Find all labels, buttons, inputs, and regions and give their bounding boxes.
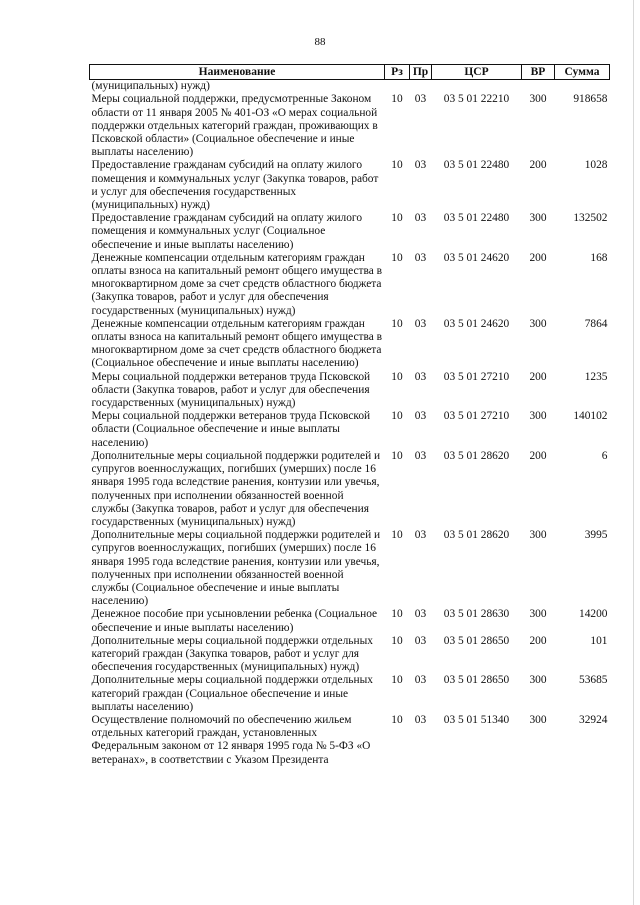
table-row: [90, 212, 610, 252]
cell-rz: 10: [391, 529, 403, 542]
cell-pr: 03: [414, 212, 427, 225]
cell-csr: 03 5 01 28650: [443, 634, 510, 647]
cell-vr: 300: [529, 674, 547, 687]
cell-sum: 7864: [584, 317, 608, 330]
cell-sum: 3995: [584, 529, 608, 542]
cell-name: Денежные компенсации отдельным категориям граждан оплаты взноса на капитальный ремонт общего имущества в многоквартирном доме за счет средств областного бюджета (Закупка товаров, работ и услуг для обеспечения государственных (муниципальных) нужд): [91, 251, 383, 317]
cell-vr: 200: [529, 634, 547, 647]
cell-vr: 300: [529, 410, 547, 423]
table-row: [90, 714, 610, 767]
cell-name: Денежные компенсации отдельным категориям граждан оплаты взноса на капитальный ремонт общего имущества в многоквартирном доме за счет средств областного бюджета (Социальное обеспечение и иные выплаты населению): [91, 317, 383, 370]
header-sum: Сумма: [555, 65, 610, 80]
cell-rz: 10: [391, 410, 403, 423]
cell-sum: 140102: [573, 410, 608, 423]
cell-name: Меры социальной поддержки, предусмотренные Законом области от 11 января 2005 № 401-ОЗ «О мерах социальной поддержки отдельных категорий граждан, проживающих в Псковской области» (Социальное обеспечение и иные выплаты населению): [91, 93, 378, 159]
cell-vr: 200: [529, 159, 547, 172]
cell-rz: 10: [391, 674, 403, 687]
cell-csr: 03 5 01 22480: [443, 159, 510, 172]
cell-sum: 101: [590, 634, 608, 647]
cell-sum: 14200: [579, 608, 608, 621]
cell-vr: 300: [529, 93, 547, 106]
page-number: 88: [314, 36, 326, 48]
table-row: [90, 371, 610, 411]
cell-csr: 03 5 01 28620: [443, 529, 510, 542]
cell-csr: 03 5 01 27210: [443, 410, 510, 423]
cell-name: Меры социальной поддержки ветеранов труда Псковской области (Закупка товаров, работ и услуг для обеспечения государственных (муниципальных) нужд): [91, 370, 371, 410]
cell-rz: 10: [391, 212, 403, 225]
cell-csr: 03 5 01 22210: [443, 93, 510, 106]
cell-vr: 200: [529, 370, 547, 383]
cell-csr: 03 5 01 28650: [443, 674, 510, 687]
cell-rz: 10: [391, 93, 403, 106]
cell-csr: 03 5 01 28620: [443, 449, 510, 462]
table-row: [90, 252, 610, 318]
cell-vr: 200: [529, 251, 547, 264]
cell-pr: 03: [414, 317, 427, 330]
cell-vr: 300: [529, 713, 547, 726]
cell-vr: 300: [529, 608, 547, 621]
cell-pr: 03: [414, 529, 427, 542]
cell-pr: 03: [414, 713, 427, 726]
table-row: [90, 318, 610, 371]
cell-sum: 1235: [584, 370, 608, 383]
cell-pr: 03: [414, 370, 427, 383]
cell-sum: 168: [590, 251, 608, 264]
table-row: [90, 93, 610, 159]
cell-pr: 03: [414, 251, 427, 264]
cell-pr: 03: [414, 608, 427, 621]
table-row: [90, 529, 610, 608]
cell-rz: 10: [391, 251, 403, 264]
cell-pr: 03: [414, 674, 427, 687]
cell-rz: 10: [391, 608, 403, 621]
table-row: [90, 635, 610, 675]
table-row: [90, 608, 610, 634]
table-row: [90, 450, 610, 529]
cell-name: Денежное пособие при усыновлении ребенка (Социальное обеспечение и иные выплаты населению): [91, 608, 378, 634]
header-csr: ЦСР: [432, 65, 522, 80]
cell-csr: 03 5 01 24620: [443, 251, 510, 264]
header-vr: ВР: [522, 65, 555, 80]
continuation-text: (муниципальных) нужд): [91, 80, 210, 93]
cell-name: Меры социальной поддержки ветеранов труда Псковской области (Социальное обеспечение и иные выплаты населению): [91, 410, 371, 449]
cell-sum: 6: [601, 449, 608, 462]
cell-csr: 03 5 01 51340: [443, 713, 510, 726]
cell-csr: 03 5 01 24620: [443, 317, 510, 330]
continuation-row: [90, 80, 610, 94]
cell-sum: 918658: [573, 93, 608, 106]
cell-sum: 132502: [573, 212, 608, 225]
cell-sum: 32924: [579, 713, 608, 726]
cell-pr: 03: [414, 449, 427, 462]
scan-edge-line: [633, 0, 634, 905]
cell-sum: 53685: [579, 674, 608, 687]
cell-vr: 300: [529, 212, 547, 225]
cell-vr: 300: [529, 529, 547, 542]
cell-pr: 03: [414, 410, 427, 423]
cell-vr: 300: [529, 317, 547, 330]
table-header-row: [90, 65, 610, 80]
cell-rz: 10: [391, 317, 403, 330]
cell-pr: 03: [414, 93, 427, 106]
cell-vr: 200: [529, 449, 547, 462]
cell-rz: 10: [391, 449, 403, 462]
budget-table: [89, 64, 610, 767]
cell-rz: 10: [391, 159, 403, 172]
cell-rz: 10: [391, 713, 403, 726]
header-rz: Рз: [385, 65, 410, 80]
cell-name: Дополнительные меры социальной поддержки родителей и супругов военнослужащих, погибших (умерших) после 16 января 1995 года вследствие ранения, контузии или увечья, полученных при исполнении обязанностей военной службы (Закупка товаров, работ и услуг для обеспечения государственных (муниципальных) нужд): [91, 449, 381, 528]
table-row: [90, 674, 610, 714]
header-name: Наименование: [90, 65, 385, 80]
cell-name: Осуществление полномочий по обеспечению жильем отдельных категорий граждан, установленных Федеральным законом от 12 января 1995 года № 5-ФЗ «О ветеранах», в соответствии с Указом Президента: [91, 713, 371, 766]
cell-name: Дополнительные меры социальной поддержки отдельных категорий граждан (Закупка товаров, работ и услуг для обеспечения государственных (муниципальных) нужд): [91, 634, 373, 674]
header-pr: Пр: [410, 65, 432, 80]
cell-csr: 03 5 01 28630: [443, 608, 510, 621]
cell-rz: 10: [391, 370, 403, 383]
cell-pr: 03: [414, 634, 427, 647]
cell-pr: 03: [414, 159, 427, 172]
cell-csr: 03 5 01 27210: [443, 370, 510, 383]
table-row: [90, 410, 610, 450]
cell-name: Дополнительные меры социальной поддержки родителей и супругов военнослужащих, погибших (умерших) после 16 января 1995 года вследствие ранения, контузии или увечья, полученных при исполнении обязанностей военной службы (Социальное обеспечение и иные выплаты населению): [91, 529, 381, 608]
cell-csr: 03 5 01 22480: [443, 212, 510, 225]
cell-name: Предоставление гражданам субсидий на оплату жилого помещения и коммунальных услуг (Закупка товаров, работ и услуг для обеспечения государственных (муниципальных) нужд): [91, 159, 379, 212]
cell-name: Дополнительные меры социальной поддержки отдельных категорий граждан (Социальное обеспечение и иные выплаты населению): [91, 674, 373, 713]
cell-rz: 10: [391, 634, 403, 647]
cell-name: Предоставление гражданам субсидий на оплату жилого помещения и коммунальных услуг (Социальное обеспечение и иные выплаты населению): [91, 212, 363, 251]
cell-sum: 1028: [584, 159, 608, 172]
table-row: [90, 159, 610, 212]
